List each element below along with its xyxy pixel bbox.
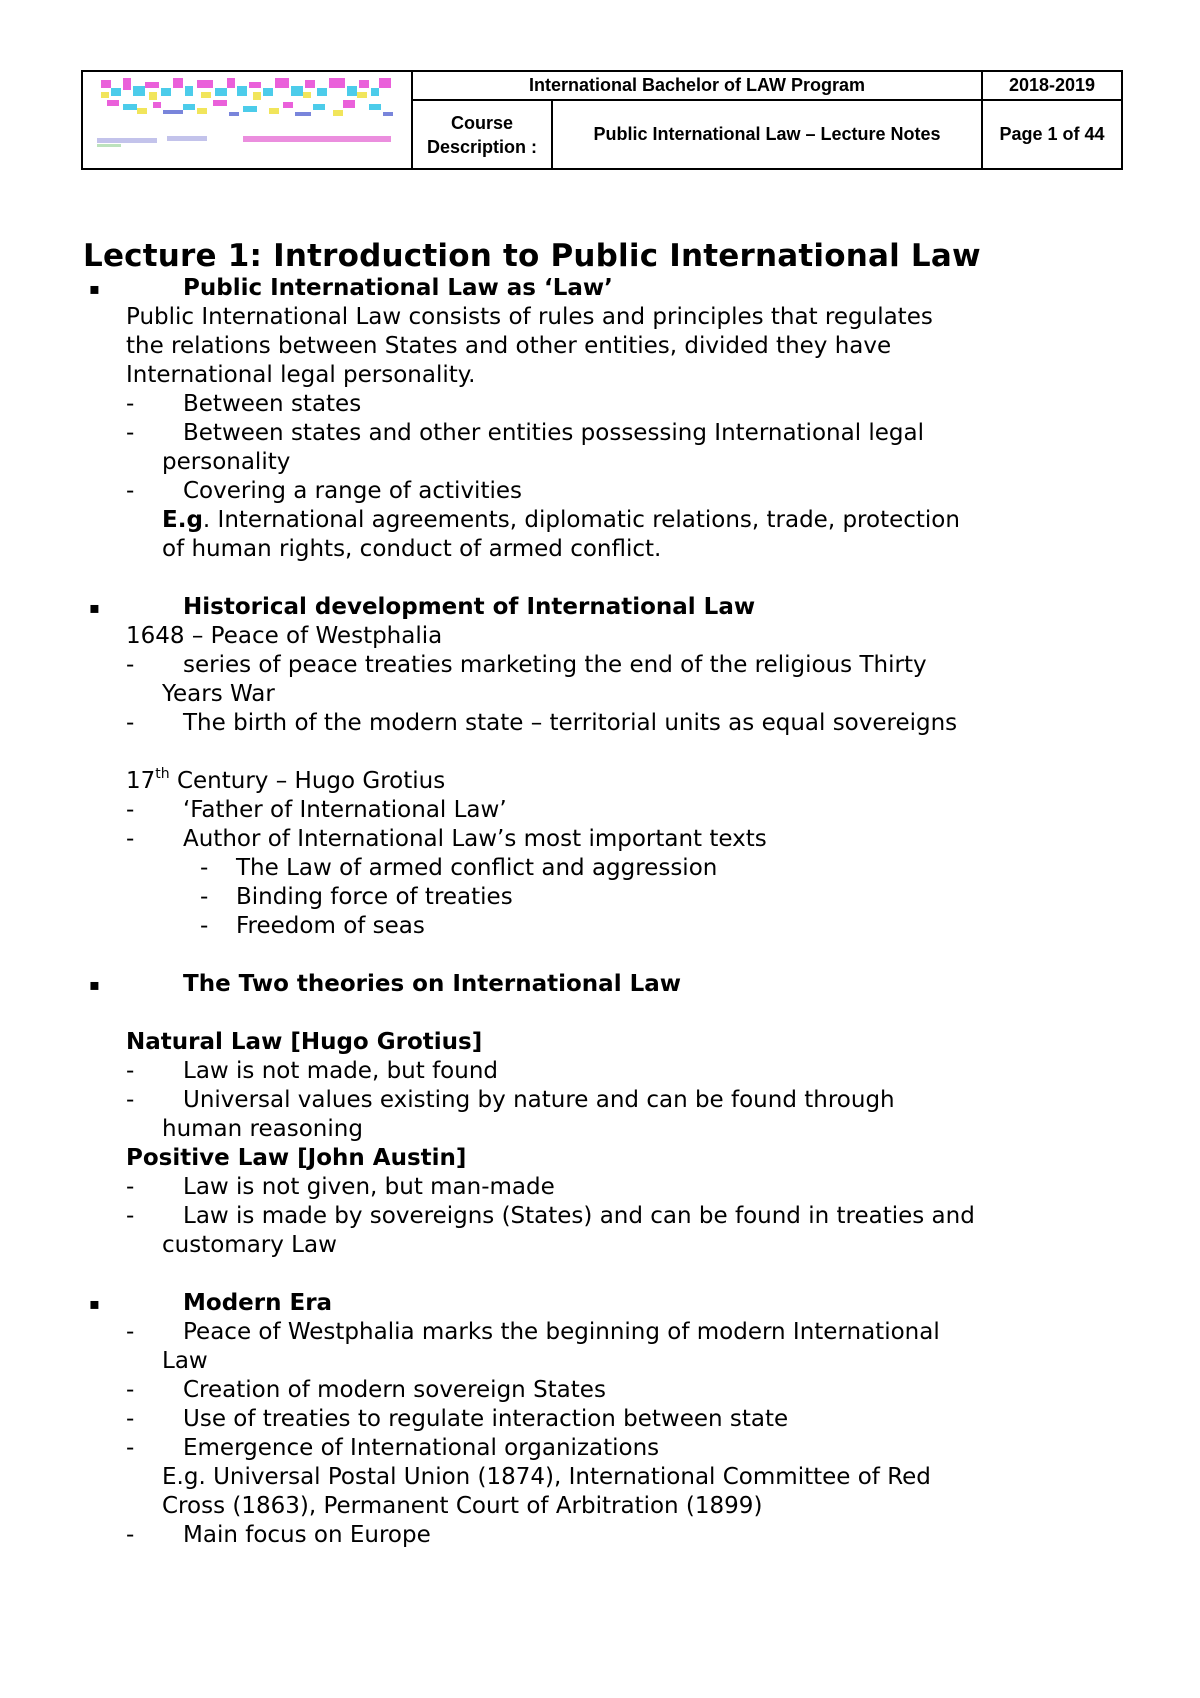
list-item bbox=[83, 651, 1083, 680]
list-item bbox=[83, 709, 1083, 738]
square-bullet-icon: ▪ bbox=[89, 1294, 100, 1313]
dash-bullet: - bbox=[126, 420, 135, 446]
dash-bullet: - bbox=[126, 710, 135, 736]
example-line bbox=[83, 506, 1083, 535]
dash-bullet: - bbox=[126, 1319, 135, 1345]
page-number: Page 1 of 44 bbox=[982, 100, 1122, 169]
list-item bbox=[83, 419, 1083, 448]
subheading: Natural Law [Hugo Grotius] bbox=[126, 1029, 483, 1055]
section-heading bbox=[83, 593, 1083, 622]
dash-bullet: - bbox=[200, 913, 209, 939]
square-bullet-icon: ▪ bbox=[89, 279, 100, 298]
sub-list-item-text: Freedom of seas bbox=[236, 913, 425, 939]
dash-bullet: - bbox=[126, 1406, 135, 1432]
list-item bbox=[83, 1376, 1083, 1405]
section-heading-text: Public International Law as ‘Law’ bbox=[183, 275, 613, 301]
dash-bullet: - bbox=[126, 826, 135, 852]
list-item-text: Main focus on Europe bbox=[183, 1522, 431, 1548]
list-item-text: Covering a range of activities bbox=[183, 478, 522, 504]
program-name: International Bachelor of LAW Program bbox=[412, 71, 982, 100]
sub-list-item-text: Binding force of treaties bbox=[236, 884, 513, 910]
dash-bullet: - bbox=[126, 1522, 135, 1548]
dash-bullet: - bbox=[126, 1058, 135, 1084]
dash-bullet: - bbox=[126, 1435, 135, 1461]
list-item-text: Law is made by sovereigns (States) and can be found in treaties and bbox=[183, 1203, 975, 1229]
sub-list-item-text: The Law of armed conflict and aggression bbox=[236, 855, 718, 881]
list-item-text: Peace of Westphalia marks the beginning of modern International bbox=[183, 1319, 940, 1345]
list-item-text: Law is not given, but man-made bbox=[183, 1174, 555, 1200]
list-item-text: Between states and other entities possessing International legal bbox=[183, 420, 925, 446]
list-item bbox=[83, 1521, 1083, 1550]
list-item-continuation: personality bbox=[162, 449, 291, 475]
section-heading bbox=[83, 1289, 1083, 1318]
page-title: Lecture 1: Introduction to Public International Law bbox=[83, 238, 981, 274]
list-item-text: Law is not made, but found bbox=[183, 1058, 498, 1084]
academic-year: 2018-2019 bbox=[982, 71, 1122, 100]
ordinal-suffix: th bbox=[155, 766, 170, 783]
list-item-text: Between states bbox=[183, 391, 362, 417]
list-item-text: series of peace treaties marketing the end of the religious Thirty bbox=[183, 652, 927, 678]
paragraph-line: International legal personality. bbox=[126, 362, 476, 388]
dash-bullet: - bbox=[126, 478, 135, 504]
dash-bullet: - bbox=[126, 797, 135, 823]
paragraph-line: the relations between States and other entities, divided they have bbox=[126, 333, 892, 359]
dash-bullet: - bbox=[126, 1174, 135, 1200]
example-line: of human rights, conduct of armed conflict. bbox=[162, 536, 662, 562]
list-item bbox=[83, 1086, 1083, 1115]
dash-bullet: - bbox=[126, 1377, 135, 1403]
list-item bbox=[83, 1434, 1083, 1463]
list-item-text: ‘Father of International Law’ bbox=[183, 797, 507, 823]
square-bullet-icon: ▪ bbox=[89, 975, 100, 994]
century-number: 17 bbox=[126, 768, 156, 794]
section-heading-text: Historical development of International Law bbox=[183, 594, 756, 620]
course-name: Public International Law – Lecture Notes bbox=[552, 100, 982, 169]
paragraph-line bbox=[83, 767, 1083, 796]
square-bullet-icon: ▪ bbox=[89, 598, 100, 617]
section-heading bbox=[83, 970, 1083, 999]
list-item bbox=[83, 1202, 1083, 1231]
dash-bullet: - bbox=[126, 1203, 135, 1229]
list-item-text: Emergence of International organizations bbox=[183, 1435, 660, 1461]
dash-bullet: - bbox=[126, 652, 135, 678]
list-item-text: Creation of modern sovereign States bbox=[183, 1377, 606, 1403]
example-line: E.g. Universal Postal Union (1874), International Committee of Red bbox=[162, 1464, 931, 1490]
sub-list-item bbox=[83, 883, 1083, 912]
list-item bbox=[83, 825, 1083, 854]
century-text: Century – Hugo Grotius bbox=[169, 768, 446, 794]
university-logo bbox=[93, 74, 403, 164]
list-item bbox=[83, 1318, 1083, 1347]
sub-list-item bbox=[83, 854, 1083, 883]
logo-cell bbox=[82, 71, 412, 169]
example-label: E.g bbox=[162, 507, 203, 533]
paragraph-line: 1648 – Peace of Westphalia bbox=[126, 623, 443, 649]
list-item-continuation: human reasoning bbox=[162, 1116, 363, 1142]
dash-bullet: - bbox=[200, 884, 209, 910]
list-item-continuation: Law bbox=[162, 1348, 208, 1374]
dash-bullet: - bbox=[200, 855, 209, 881]
list-item-text: Universal values existing by nature and can be found through bbox=[183, 1087, 895, 1113]
list-item-text: Author of International Law’s most important texts bbox=[183, 826, 767, 852]
dash-bullet: - bbox=[126, 391, 135, 417]
list-item-text: The birth of the modern state – territorial units as equal sovereigns bbox=[183, 710, 958, 736]
section-heading bbox=[83, 274, 1083, 303]
list-item bbox=[83, 796, 1083, 825]
list-item bbox=[83, 1057, 1083, 1086]
list-item bbox=[83, 390, 1083, 419]
sub-list-item bbox=[83, 912, 1083, 941]
list-item-text: Use of treaties to regulate interaction between state bbox=[183, 1406, 789, 1432]
list-item bbox=[83, 1405, 1083, 1434]
subheading: Positive Law [John Austin] bbox=[126, 1145, 467, 1171]
paragraph-line: Public International Law consists of rules and principles that regulates bbox=[126, 304, 933, 330]
dash-bullet: - bbox=[126, 1087, 135, 1113]
section-heading-text: The Two theories on International Law bbox=[183, 971, 682, 997]
lecture-notes-body bbox=[83, 236, 1083, 1550]
section-heading-text: Modern Era bbox=[183, 1290, 333, 1316]
document-header-table bbox=[81, 70, 1123, 170]
list-item bbox=[83, 477, 1083, 506]
example-line: Cross (1863), Permanent Court of Arbitration (1899) bbox=[162, 1493, 763, 1519]
example-text: . International agreements, diplomatic relations, trade, protection bbox=[202, 507, 960, 533]
list-item bbox=[83, 1173, 1083, 1202]
course-description-label: Course Description : bbox=[412, 100, 552, 169]
list-item-continuation: Years War bbox=[162, 681, 275, 707]
list-item-continuation: customary Law bbox=[162, 1232, 337, 1258]
